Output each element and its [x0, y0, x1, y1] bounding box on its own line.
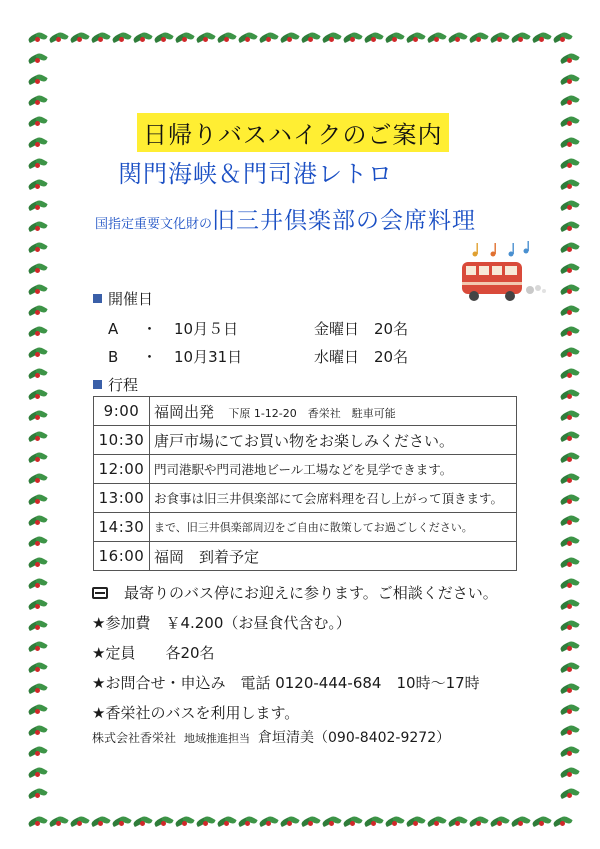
- schedule-desc: 門司港駅や門司港地ビール工場などを見学できます。: [150, 455, 517, 484]
- holly-leaf-icon: [154, 812, 174, 832]
- holly-leaf-icon: [28, 721, 48, 741]
- holly-leaf-icon: [406, 812, 426, 832]
- holly-leaf-icon: [217, 812, 237, 832]
- schedule-time: 12:00: [94, 455, 150, 484]
- holly-leaf-icon: [406, 28, 426, 48]
- holly-leaf-icon: [560, 259, 580, 279]
- holly-leaf-icon: [301, 812, 321, 832]
- holly-leaf-icon: [560, 343, 580, 363]
- holly-leaf-icon: [560, 301, 580, 321]
- holly-leaf-icon: [560, 406, 580, 426]
- holly-leaf-icon: [196, 28, 216, 48]
- holly-leaf-icon: [28, 322, 48, 342]
- holly-leaf-icon: [560, 721, 580, 741]
- schedule-desc: まで、旧三井倶楽部周辺をご自由に散策してお過ごしください。: [150, 513, 517, 542]
- holly-leaf-icon: [280, 28, 300, 48]
- holly-leaf-icon: [28, 301, 48, 321]
- capacity-line: ★定員 各20名: [92, 644, 215, 662]
- bus-illustration-icon: [448, 240, 558, 310]
- fee-line: ★参加費 ￥4.200（お昼食代含む。）: [92, 614, 351, 632]
- schedule-note: 下原 1-12-20 香栄社 駐車可能: [228, 406, 396, 420]
- holly-leaf-icon: [560, 322, 580, 342]
- holly-leaf-icon: [560, 154, 580, 174]
- holly-leaf-icon: [28, 700, 48, 720]
- holly-leaf-icon: [560, 280, 580, 300]
- date-capacity: 20名: [374, 348, 409, 366]
- holly-leaf-icon: [560, 700, 580, 720]
- schedule-desc: 唐戸市場にてお買い物をお楽しみください。: [150, 426, 517, 455]
- schedule-heading: [93, 374, 138, 395]
- holly-leaf-icon: [560, 679, 580, 699]
- holly-leaf-icon: [364, 28, 384, 48]
- holly-leaf-icon: [28, 511, 48, 531]
- schedule-table: [93, 396, 517, 571]
- holly-leaf-icon: [28, 406, 48, 426]
- date-weekday: 水曜日: [314, 348, 360, 366]
- holly-leaf-icon: [511, 812, 531, 832]
- table-row: [94, 513, 517, 542]
- holly-leaf-icon: [560, 217, 580, 237]
- music-notes-icon: [473, 241, 529, 257]
- holly-leaf-icon: [28, 637, 48, 657]
- holly-leaf-icon: [259, 28, 279, 48]
- holly-leaf-icon: [560, 427, 580, 447]
- footer-role: 地域推進担当: [184, 732, 251, 745]
- holly-leaf-icon: [322, 812, 342, 832]
- holly-leaf-icon: [28, 70, 48, 90]
- holly-leaf-icon: [91, 812, 111, 832]
- holly-leaf-icon: [385, 812, 405, 832]
- table-row: [94, 426, 517, 455]
- date-row-b: [108, 346, 408, 367]
- table-row: [94, 484, 517, 513]
- venue-prefix: 国指定重要文化財の: [95, 217, 213, 232]
- schedule-time: 9:00: [94, 397, 150, 426]
- holly-leaf-icon: [532, 28, 552, 48]
- holly-leaf-icon: [469, 28, 489, 48]
- holly-leaf-icon: [553, 812, 573, 832]
- table-row: [94, 397, 517, 426]
- holly-leaf-icon: [560, 532, 580, 552]
- holly-leaf-icon: [175, 28, 195, 48]
- holly-leaf-icon: [560, 385, 580, 405]
- holly-leaf-icon: [560, 196, 580, 216]
- holly-leaf-icon: [560, 91, 580, 111]
- holly-leaf-icon: [560, 574, 580, 594]
- date-capacity: 20名: [374, 320, 409, 338]
- date-weekday: 金曜日: [314, 320, 360, 338]
- holly-leaf-icon: [28, 595, 48, 615]
- dates-heading-label: 開催日: [108, 290, 154, 308]
- footer-company: 株式会社香栄社: [92, 731, 177, 745]
- holly-leaf-icon: [560, 112, 580, 132]
- holly-leaf-icon: [560, 595, 580, 615]
- holly-leaf-icon: [259, 812, 279, 832]
- holly-leaf-icon: [560, 49, 580, 69]
- holly-leaf-icon: [28, 175, 48, 195]
- schedule-place: 福岡出発: [154, 402, 215, 421]
- holly-leaf-icon: [28, 574, 48, 594]
- holly-leaf-icon: [28, 112, 48, 132]
- holly-leaf-icon: [560, 763, 580, 783]
- holly-leaf-icon: [560, 658, 580, 678]
- holly-leaf-icon: [28, 784, 48, 804]
- holly-leaf-icon: [28, 427, 48, 447]
- holly-leaf-icon: [560, 553, 580, 573]
- schedule-time: 13:00: [94, 484, 150, 513]
- holly-leaf-icon: [28, 196, 48, 216]
- table-row: [94, 542, 517, 571]
- holly-leaf-icon: [28, 679, 48, 699]
- holly-leaf-icon: [217, 28, 237, 48]
- schedule-desc: 福岡 到着予定: [150, 542, 517, 571]
- holly-leaf-icon: [91, 28, 111, 48]
- holly-leaf-icon: [560, 175, 580, 195]
- date-row-a: [108, 318, 408, 339]
- holly-leaf-icon: [560, 469, 580, 489]
- schedule-time: 10:30: [94, 426, 150, 455]
- holly-leaf-icon: [112, 28, 132, 48]
- holly-leaf-icon: [70, 28, 90, 48]
- holly-leaf-icon: [28, 133, 48, 153]
- table-row: [94, 455, 517, 484]
- holly-leaf-icon: [301, 28, 321, 48]
- footer: [92, 727, 450, 747]
- holly-leaf-icon: [532, 812, 552, 832]
- holly-leaf-icon: [560, 364, 580, 384]
- holly-leaf-icon: [28, 532, 48, 552]
- bus-icon: [92, 587, 108, 599]
- schedule-time: 16:00: [94, 542, 150, 571]
- holly-leaf-icon: [560, 133, 580, 153]
- date-value: 10月５日: [174, 320, 239, 338]
- holly-leaf-icon: [28, 469, 48, 489]
- holly-leaf-icon: [28, 385, 48, 405]
- venue-name: 旧三井倶楽部の会席料理: [212, 208, 477, 234]
- holly-leaf-icon: [238, 28, 258, 48]
- holly-leaf-icon: [28, 49, 48, 69]
- holly-leaf-icon: [70, 812, 90, 832]
- holly-leaf-icon: [49, 28, 69, 48]
- date-value: 10月31日: [174, 348, 243, 366]
- footer-person: 倉垣清美（090-8402-9272）: [258, 730, 451, 746]
- holly-leaf-icon: [28, 280, 48, 300]
- pickup-text: 最寄りのバス停にお迎えに参ります。ご相談ください。: [124, 584, 498, 602]
- holly-leaf-icon: [560, 616, 580, 636]
- holly-leaf-icon: [154, 28, 174, 48]
- holly-leaf-icon: [511, 28, 531, 48]
- holly-leaf-icon: [490, 28, 510, 48]
- holly-leaf-icon: [28, 763, 48, 783]
- holly-leaf-icon: [49, 812, 69, 832]
- holly-leaf-icon: [490, 812, 510, 832]
- schedule-heading-label: 行程: [108, 376, 139, 394]
- holly-leaf-icon: [560, 637, 580, 657]
- holly-leaf-icon: [427, 812, 447, 832]
- date-dot: ・: [142, 320, 158, 338]
- holly-leaf-icon: [364, 812, 384, 832]
- holly-leaf-icon: [28, 616, 48, 636]
- title-block: [137, 113, 449, 152]
- holly-leaf-icon: [133, 812, 153, 832]
- date-letter: B: [108, 348, 119, 366]
- holly-leaf-icon: [427, 28, 447, 48]
- holly-leaf-icon: [28, 217, 48, 237]
- holly-leaf-icon: [28, 364, 48, 384]
- holly-leaf-icon: [28, 553, 48, 573]
- holly-leaf-icon: [448, 28, 468, 48]
- holly-leaf-icon: [28, 658, 48, 678]
- holly-leaf-icon: [343, 28, 363, 48]
- holly-leaf-icon: [196, 812, 216, 832]
- holly-leaf-icon: [560, 448, 580, 468]
- holly-leaf-icon: [28, 259, 48, 279]
- date-dot: ・: [142, 348, 158, 366]
- holly-leaf-icon: [112, 812, 132, 832]
- date-letter: A: [108, 320, 119, 338]
- venue-line: [95, 202, 476, 235]
- schedule-desc: お食事は旧三井倶楽部にて会席料理を召し上がって頂きます。: [150, 484, 517, 513]
- holly-leaf-icon: [175, 812, 195, 832]
- pickup-line: [92, 582, 498, 603]
- square-bullet-icon: [93, 294, 102, 303]
- schedule-desc: [150, 397, 517, 426]
- holly-leaf-icon: [343, 812, 363, 832]
- holly-leaf-icon: [133, 28, 153, 48]
- square-bullet-icon: [93, 380, 102, 389]
- holly-leaf-icon: [322, 28, 342, 48]
- page-title: 日帰りバスハイクのご案内: [137, 113, 449, 152]
- contact-line: ★お問合せ・申込み 電話 0120-444-684 10時〜17時: [92, 674, 480, 692]
- holly-leaf-icon: [280, 812, 300, 832]
- holly-leaf-icon: [560, 784, 580, 804]
- bus-note-line: ★香栄社のバスを利用します。: [92, 704, 300, 722]
- holly-leaf-icon: [560, 490, 580, 510]
- holly-leaf-icon: [560, 742, 580, 762]
- holly-leaf-icon: [28, 812, 48, 832]
- holly-leaf-icon: [28, 742, 48, 762]
- subtitle: 関門海峡＆門司港レトロ: [118, 160, 393, 188]
- holly-leaf-icon: [28, 448, 48, 468]
- holly-leaf-icon: [28, 238, 48, 258]
- holly-leaf-icon: [469, 812, 489, 832]
- holly-leaf-icon: [28, 91, 48, 111]
- schedule-time: 14:30: [94, 513, 150, 542]
- holly-leaf-icon: [560, 238, 580, 258]
- holly-leaf-icon: [560, 511, 580, 531]
- holly-leaf-icon: [560, 70, 580, 90]
- dates-heading: [93, 288, 153, 309]
- holly-leaf-icon: [28, 28, 48, 48]
- holly-leaf-icon: [553, 28, 573, 48]
- holly-leaf-icon: [448, 812, 468, 832]
- holly-leaf-icon: [28, 343, 48, 363]
- holly-leaf-icon: [28, 154, 48, 174]
- holly-leaf-icon: [238, 812, 258, 832]
- holly-leaf-icon: [385, 28, 405, 48]
- holly-leaf-icon: [28, 490, 48, 510]
